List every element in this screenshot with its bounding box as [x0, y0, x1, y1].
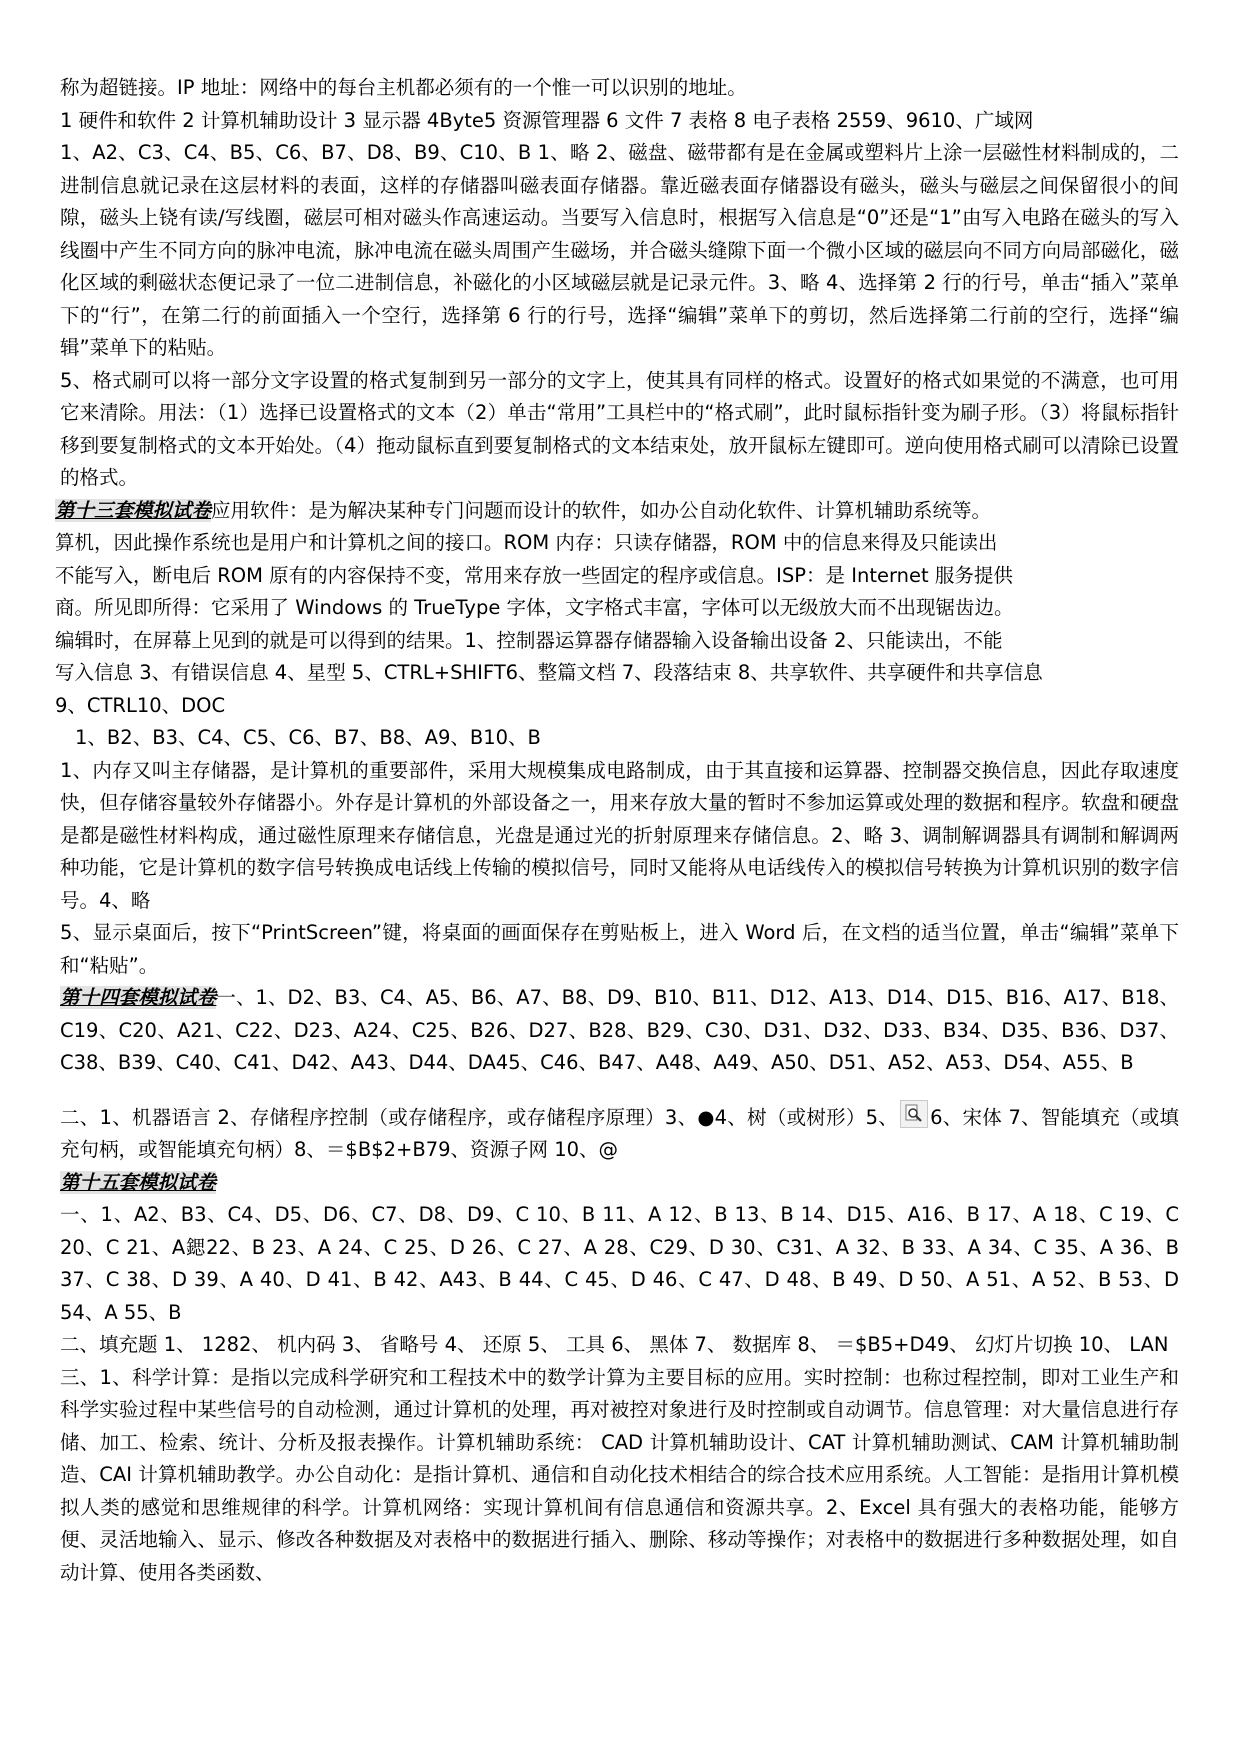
section-set-13: [55, 495, 1179, 723]
paragraph-hyperlink: 称为超链接。IP 地址：网络中的每台主机都必须有的一个惟一可以识别的地址。: [60, 76, 747, 99]
set13-line-5: 写入信息 3、有错误信息 4、星型 5、CTRL+SHIFT6、整篇文档 7、段落结束 8、共享软件、共享硬件和共享信息: [55, 661, 1043, 684]
set13-line-0: 第十三套模拟试卷应用软件：是为解决某种专门问题而设计的软件，如办公自动化软件、计算机辅助系统等。: [55, 498, 992, 522]
set15-choice-answers: 一、1、A2、B3、C4、D5、D6、C7、D8、D9、C 10、B 11、A 12、B 13、B 14、D15、A16、B 17、A 18、C 19、C 20、C 21、A鍶22、B 23、A 24、C 25、D 26、C 27、A 28、C29、D 30、C31、A 32、B 33、A 34、C 35、A 36、B 37、C 38、D 39、A 40、D 41、B 42、A43、B 44、C 45、D 46、C 47、D 48、B 49、D 50、A 51、A 52、B 53、D 54、A 55、B: [60, 1203, 1180, 1324]
set14-fill-answers: 二、1、机器语言 2、存储程序控制（或存储程序，或存储程序原理）3、●4、树（或树形）5、 6、宋体 7、智能填充（或填充句柄，或智能填充句柄）8、＝$B$2+B79、资源子网 10、@: [60, 1100, 1179, 1167]
set14-header: 第十四套模拟试卷: [60, 986, 217, 1009]
set13-answer-printscreen: 5、显示桌面后，按下“PrintScreen”键，将桌面的画面保存在剪贴板上，进入 Word 后，在文档的适当位置，单击“编辑”菜单下和“粘贴”。: [60, 921, 1179, 977]
set14-choice-answers: 第十四套模拟试卷一、1、D2、B3、C4、A5、B6、A7、B8、D9、B10、B11、D12、A13、D14、D15、B16、A17、B18、C19、C20、A21、C22、D23、A24、C25、B26、D27、B28、B29、C30、D31、D32、D33、B34、D35、B36、D37、C38、B39、C40、C41、D42、A43、D44、DA45、C46、B47、A48、A49、A50、D51、A52、A53、D54、A55、B: [60, 986, 1179, 1074]
set15-fill-answers: 二、填充题 1、 1282、 机内码 3、 省略号 4、 还原 5、 工具 6、 黑体 7、 数据库 8、 ＝$B5+D49、 幻灯片切换 10、 LAN: [60, 1333, 1169, 1356]
set13-line-4: 编辑时，在屏幕上见到的就是可以得到的结果。1、控制器运算器存储器输入设备输出设备 2、只能读出，不能: [55, 628, 1003, 652]
spacer: [60, 1080, 1179, 1100]
print-preview-icon: [900, 1100, 928, 1128]
set15-title-line: [60, 1167, 1179, 1200]
set15-header: 第十五套模拟试卷: [60, 1170, 217, 1194]
set13-line-3: 商。所见即所得：它采用了 Windows 的 TrueType 字体，文字格式丰富，字体可以无级放大而不出现锯齿边。: [55, 596, 1014, 619]
set13-answer-memory: 1、内存又叫主存储器，是计算机的重要部件，采用大规模集成电路制成，由于其直接和运算器、控制器交换信息，因此存取速度快，但存储容量较外存储器小。外存是计算机的外部设备之一，用来存放大量的暂时不参加运算或处理的数据和程序。软盘和硬盘是都是磁性材料构成，通过磁性原理来存储信息，光盘是通过光的折射原理来存储信息。2、略 3、调制解调器具有调制和解调两种功能，它是计算机的数字信号转换成电话线上传输的模拟信号，同时又能将从电话线传入的模拟信号转换为计算机识别的数字信号。4、略: [60, 758, 1179, 912]
paragraph-format-painter: 5、格式刷可以将一部分文字设置的格式复制到另一部分的文字上，使其具有同样的格式。设置好的格式如果觉的不满意，也可用它来清除。用法：（1）选择已设置格式的文本（2）单击“常用”工具栏中的“格式刷”，此时鼠标指针变为刷子形。（3）将鼠标指针移到要复制格式的文本开始处。（4）拖动鼠标直到要复制格式的文本结束处，放开鼠标左键即可。逆向使用格式刷可以清除已设置的格式。: [60, 368, 1179, 489]
set15-short-answers: 三、1、科学计算：是指以完成科学研究和工程技术中的数学计算为主要目标的应用。实时控制：也称过程控制，即对工业生产和科学实验过程中某些信号的自动检测，通过计算机的处理，再对被控对象进行及时控制或自动调节。信息管理：对大量信息进行存储、加工、检索、统计、分析及报表操作。计算机辅助系统： CAD 计算机辅助设计、CAT 计算机辅助测试、CAM 计算机辅助制造、CAI 计算机辅助教学。办公自动化：是指计算机、通信和自动化技术相结合的综合技术应用系统。人工智能：是指用计算机模拟人类的感觉和思维规律的科学。计算机网络：实现计算机间有信息通信和资源共享。2、Excel 具有强大的表格功能，能够方便、灵活地输入、显示、修改各种数据及对表格中的数据进行插入、删除、移动等操作；对表格中的数据进行多种数据处理，如自动计算、使用各类函数、: [60, 1365, 1179, 1584]
set13-line-1: 算机，因此操作系统也是用户和计算机之间的接口。ROM 内存：只读存储器，ROM 中的信息来得及只能读出: [55, 531, 998, 554]
paragraph-fill-answers: 1 硬件和软件 2 计算机辅助设计 3 显示器 4Byte5 资源管理器 6 文件 7 表格 8 电子表格 2559、9610、广域网: [60, 108, 1034, 132]
set13-header: 第十三套模拟试卷: [55, 498, 212, 522]
set13-line-2: 不能写入，断电后 ROM 原有的内容保持不变，常用来存放一些固定的程序或信息。ISP：是 Internet 服务提供: [55, 563, 1013, 587]
paragraph-magnetic-storage: 1、A2、C3、C4、B5、C6、B7、D8、B9、C10、B 1、略 2、磁盘、磁带都有是在金属或塑料片上涂一层磁性材料制成的，二进制信息就记录在这层材料的表面，这样的存储器叫磁表面存储器。靠近磁表面存储器设有磁头，磁头与磁层之间保留很小的间隙，磁头上铙有读/写线圈，磁层可相对磁头作高速运动。当要写入信息时，根据写入信息是“0”还是“1”由写入电路在磁头的写入线圈中产生不同方向的脉冲电流，脉冲电流在磁头周围产生磁场，并合磁头缝隙下面一个微小区域的磁层向不同方向局部磁化，磁化区域的剩磁状态便记录了一位二进制信息，补磁化的小区域磁层就是记录元件。3、略 4、选择第 2 行的行号，单击“插入”菜单下的“行”，在第二行的前面插入一个空行，选择第 6 行的行号，选择“编辑”菜单下的剪切，然后选择第二行前的空行，选择“编辑”菜单下的粘贴。: [60, 141, 1179, 359]
set13-choice-answers: 1、B2、B3、C4、C5、C6、B7、B8、A9、B10、B: [75, 726, 541, 749]
set13-line-6: 9、CTRL10、DOC: [55, 693, 226, 717]
document-body: [55, 72, 1180, 1589]
